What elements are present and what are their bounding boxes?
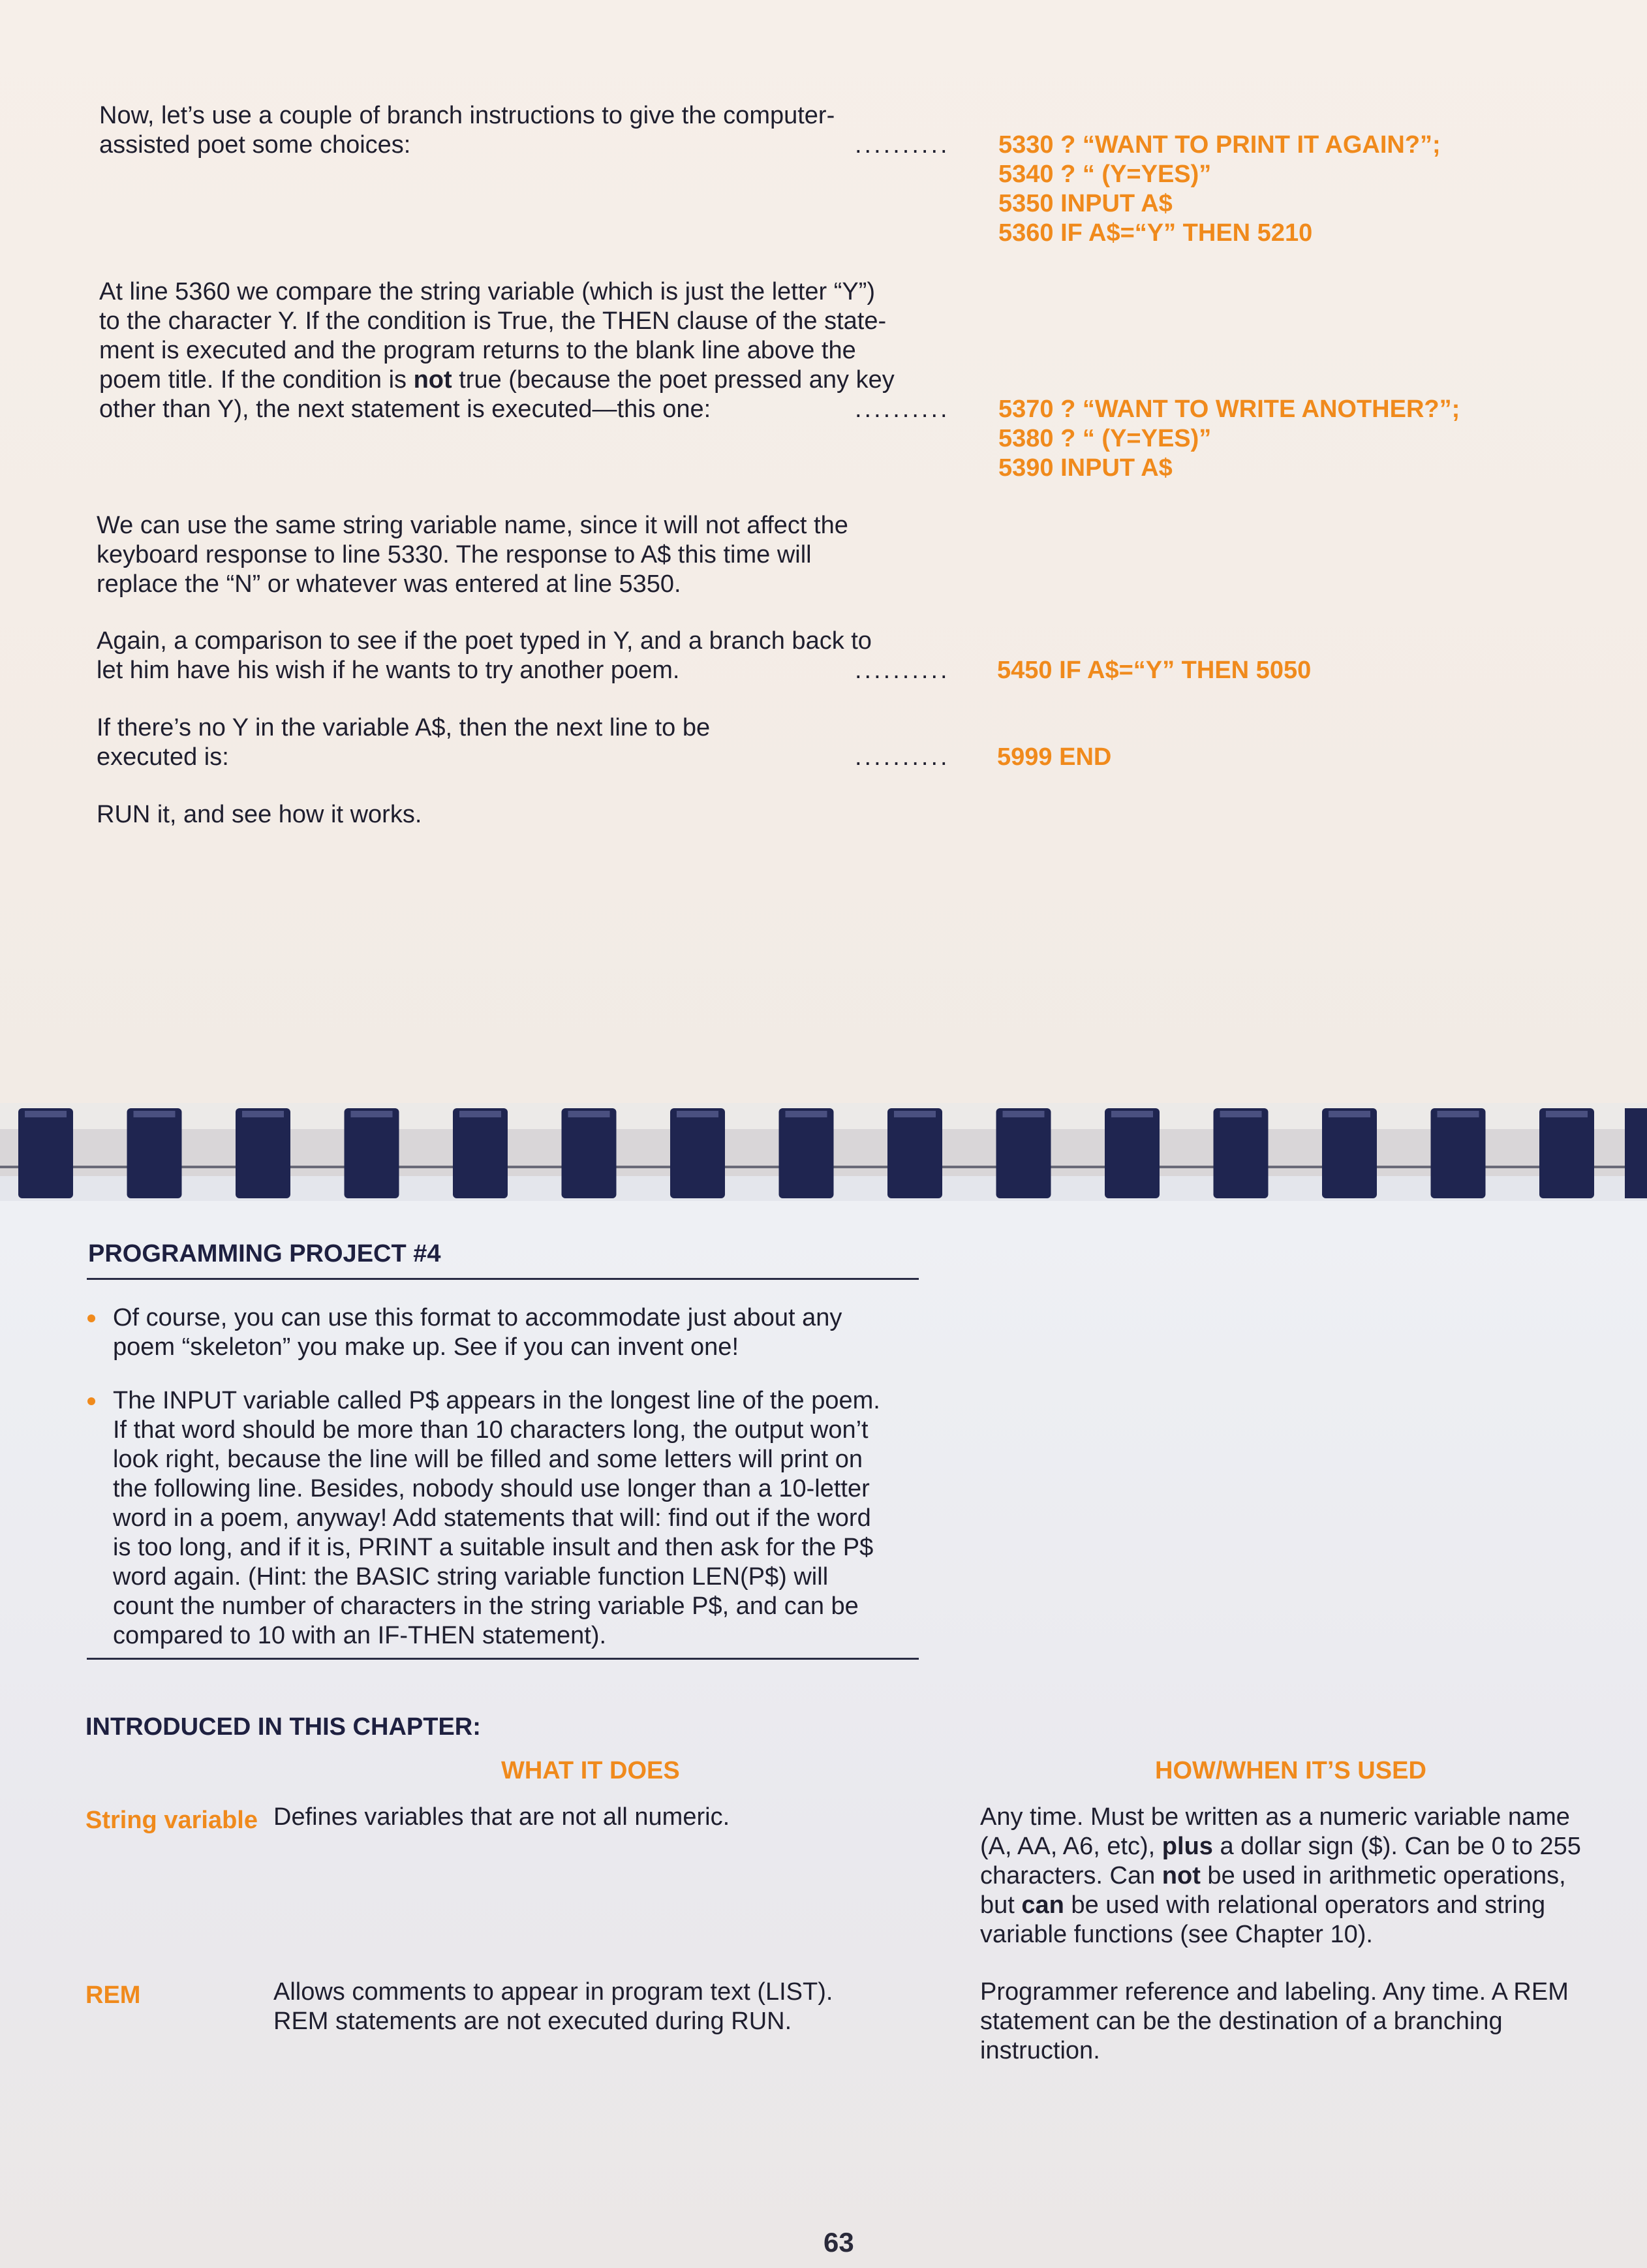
para5-line-2: executed is: bbox=[97, 743, 229, 771]
binding-ring bbox=[1431, 1108, 1486, 1198]
para3-line-1: We can use the same string variable name, since it will not affect the bbox=[97, 512, 848, 539]
binding-ring-highlight bbox=[1220, 1111, 1262, 1117]
binding-ring bbox=[345, 1108, 399, 1198]
rem-what-2: REM statements are not executed during RUN. bbox=[273, 2008, 792, 2035]
para2-line-1: At line 5360 we compare the string variable (which is just the letter “Y”) bbox=[99, 278, 876, 305]
binding-ring-highlight bbox=[134, 1111, 176, 1117]
project-top-rule bbox=[87, 1278, 919, 1280]
leader-dots: .......... bbox=[855, 131, 950, 159]
binding-ring bbox=[1214, 1108, 1269, 1198]
text-run: be used in arithmetic operations, bbox=[1200, 1862, 1566, 1889]
para3-line-2: keyboard response to line 5330. The response to A$ this time will bbox=[97, 541, 812, 568]
text-run: be used with relational operators and string bbox=[1064, 1891, 1546, 1919]
bullet2-line-9: compared to 10 with an IF-THEN statement). bbox=[113, 1622, 607, 1649]
string-variable-how-5: variable functions (see Chapter 10). bbox=[980, 1921, 1373, 1948]
bold-word: plus bbox=[1162, 1833, 1213, 1860]
text-run: (A, AA, A6, etc), bbox=[980, 1833, 1162, 1860]
para3-line-3: replace the “N” or whatever was entered at line 5350. bbox=[97, 570, 681, 598]
code-line: 5330 ? “WANT TO PRINT IT AGAIN?”; bbox=[998, 131, 1441, 159]
binding-ring-highlight bbox=[25, 1111, 67, 1117]
rem-how-1: Programmer reference and labeling. Any time. A REM bbox=[980, 1978, 1569, 2006]
binding-ring-highlight bbox=[1329, 1111, 1370, 1117]
binding-ring-highlight bbox=[568, 1111, 610, 1117]
term-rem: REM bbox=[85, 1981, 141, 2009]
bold-word: not bbox=[1162, 1862, 1201, 1889]
bold-word: not bbox=[413, 366, 452, 394]
binding-ring bbox=[887, 1108, 942, 1198]
code-line: 5390 INPUT A$ bbox=[998, 454, 1173, 482]
binding-ring-highlight bbox=[677, 1111, 718, 1117]
bullet-dot bbox=[87, 1314, 95, 1322]
leader-dots: .......... bbox=[855, 743, 950, 771]
binding-ring bbox=[1322, 1108, 1377, 1198]
string-variable-how-4 bbox=[980, 1891, 1545, 1920]
term-string-variable: String variable bbox=[85, 1807, 258, 1834]
binding-ring-highlight bbox=[242, 1111, 284, 1117]
binding-ring bbox=[1539, 1108, 1594, 1198]
bullet2-line-7: word again. (Hint: the BASIC string variable function LEN(P$) will bbox=[113, 1563, 829, 1591]
binding-ring-highlight bbox=[786, 1111, 827, 1117]
text-run: but bbox=[980, 1891, 1022, 1919]
binding-ring bbox=[1625, 1108, 1647, 1198]
binding-ring bbox=[670, 1108, 725, 1198]
rem-how-2: statement can be the destination of a branching bbox=[980, 2008, 1503, 2035]
code-line: 5340 ? “ (Y=YES)” bbox=[998, 161, 1212, 188]
code-line: 5370 ? “WANT TO WRITE ANOTHER?”; bbox=[998, 396, 1460, 423]
bullet2-line-2: If that word should be more than 10 characters long, the output won’t bbox=[113, 1416, 869, 1444]
binding-ring bbox=[996, 1108, 1051, 1198]
binding-ring-highlight bbox=[1546, 1111, 1588, 1117]
intro-line-2: assisted poet some choices: bbox=[99, 131, 411, 159]
text-run: characters. Can bbox=[980, 1862, 1162, 1889]
string-variable-how-2 bbox=[980, 1832, 1581, 1861]
bullet2-line-6: is too long, and if it is, PRINT a suitable insult and then ask for the P$ bbox=[113, 1534, 874, 1561]
para2-line-2: to the character Y. If the condition is True, the THEN clause of the state- bbox=[99, 307, 887, 335]
binding-ring bbox=[236, 1108, 290, 1198]
binding-ring-highlight bbox=[1438, 1111, 1479, 1117]
binding-ring-highlight bbox=[351, 1111, 393, 1117]
binding-ring bbox=[127, 1108, 182, 1198]
binding-ring-highlight bbox=[1111, 1111, 1153, 1117]
binding-ring-highlight bbox=[894, 1111, 936, 1117]
bullet1-line-1: Of course, you can use this format to accommodate just about any bbox=[113, 1304, 842, 1331]
leader-dots: .......... bbox=[855, 396, 950, 423]
binding-ring bbox=[779, 1108, 834, 1198]
bullet2-line-5: word in a poem, anyway! Add statements that will: find out if the word bbox=[113, 1504, 871, 1532]
text-run: a dollar sign ($). Can be 0 to 255 bbox=[1212, 1833, 1581, 1860]
binding-ring bbox=[562, 1108, 617, 1198]
binding-ring bbox=[453, 1108, 508, 1198]
bullet2-line-4: the following line. Besides, nobody should use longer than a 10-letter bbox=[113, 1475, 870, 1502]
code-line: 5350 INPUT A$ bbox=[998, 190, 1173, 217]
project-title: PROGRAMMING PROJECT #4 bbox=[88, 1240, 441, 1267]
text-run: true (because the poet pressed any key bbox=[452, 366, 895, 394]
code-line: 5380 ? “ (Y=YES)” bbox=[998, 425, 1212, 452]
column-heading-how: HOW/WHEN IT’S USED bbox=[1155, 1757, 1426, 1784]
project-bottom-rule bbox=[87, 1658, 919, 1660]
binding-ring-highlight bbox=[459, 1111, 501, 1117]
text-run: poem title. If the condition is bbox=[99, 366, 414, 394]
bold-word: can bbox=[1021, 1891, 1064, 1919]
string-variable-how-3 bbox=[980, 1861, 1566, 1891]
string-variable-how-1: Any time. Must be written as a numeric variable name bbox=[980, 1803, 1570, 1831]
rem-how-3: instruction. bbox=[980, 2037, 1100, 2064]
para5-line-1: If there’s no Y in the variable A$, then the next line to be bbox=[97, 714, 711, 741]
introduced-title: INTRODUCED IN THIS CHAPTER: bbox=[85, 1713, 481, 1741]
para2-line-5: other than Y), the next statement is executed—this one: bbox=[99, 396, 711, 423]
code-line: 5999 END bbox=[997, 743, 1112, 771]
bullet2-line-1: The INPUT variable called P$ appears in the longest line of the poem. bbox=[113, 1387, 880, 1414]
code-line: 5360 IF A$=“Y” THEN 5210 bbox=[998, 219, 1313, 247]
bullet1-line-2: poem “skeleton” you make up. See if you can invent one! bbox=[113, 1333, 739, 1361]
para2-line-4 bbox=[99, 365, 895, 395]
bullet2-line-3: look right, because the line will be filled and some letters will print on bbox=[113, 1446, 863, 1473]
code-line: 5450 IF A$=“Y” THEN 5050 bbox=[997, 657, 1312, 684]
binding-ring-highlight bbox=[1003, 1111, 1045, 1117]
bullet2-line-8: count the number of characters in the string variable P$, and can be bbox=[113, 1592, 859, 1620]
page-number: 63 bbox=[824, 2227, 854, 2258]
intro-line-1: Now, let’s use a couple of branch instructions to give the computer- bbox=[99, 102, 835, 129]
column-heading-what: WHAT IT DOES bbox=[501, 1757, 680, 1784]
para4-line-2: let him have his wish if he wants to try another poem. bbox=[97, 657, 680, 684]
spiral-binding bbox=[0, 1103, 1647, 1201]
binding-ring bbox=[18, 1108, 73, 1198]
bullet-dot bbox=[87, 1397, 95, 1405]
para6: RUN it, and see how it works. bbox=[97, 801, 422, 828]
string-variable-what: Defines variables that are not all numeric. bbox=[273, 1803, 730, 1831]
para4-line-1: Again, a comparison to see if the poet typed in Y, and a branch back to bbox=[97, 627, 872, 655]
rem-what-1: Allows comments to appear in program text (LIST). bbox=[273, 1978, 833, 2006]
binding-ring bbox=[1105, 1108, 1160, 1198]
leader-dots: .......... bbox=[855, 657, 950, 684]
para2-line-3: ment is executed and the program returns to the blank line above the bbox=[99, 337, 856, 364]
